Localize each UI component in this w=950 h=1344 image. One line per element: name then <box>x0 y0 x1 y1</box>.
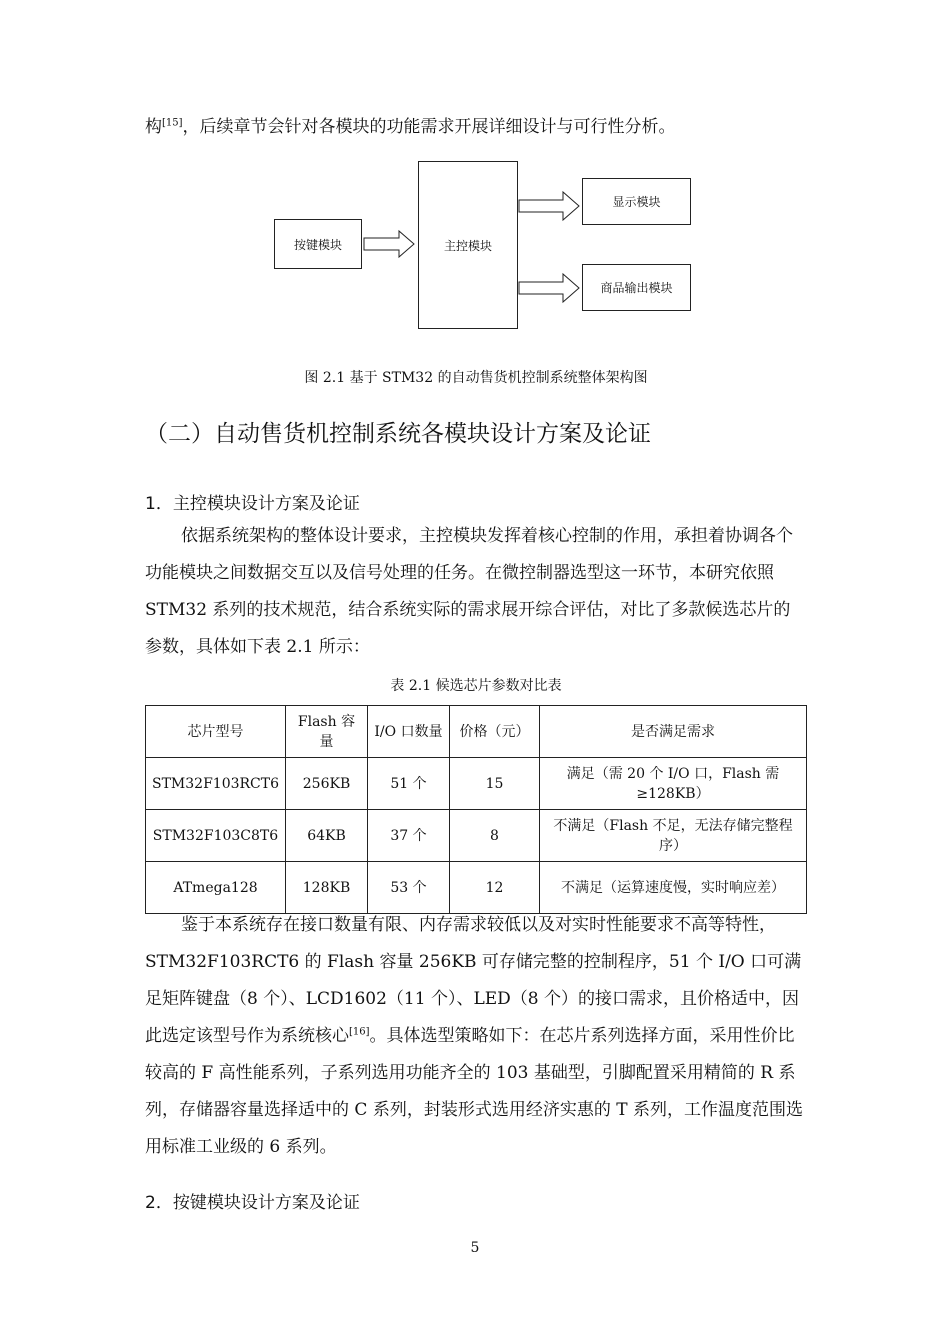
header-price: 价格（元） <box>450 706 540 758</box>
subsection-1-title: 1．主控模块设计方案及论证 <box>145 494 360 514</box>
header-io: I/O 口数量 <box>368 706 450 758</box>
cell-io: 53 个 <box>368 862 450 914</box>
header-chip-model: 芯片型号 <box>146 706 286 758</box>
table-caption: 表 2.1 候选芯片参数对比表 <box>390 678 562 694</box>
figure-caption: 图 2.1 基于 STM32 的自动售货机控制系统整体架构图 <box>304 370 648 386</box>
page-number: 5 <box>470 1240 480 1256</box>
arrow-keypad-to-main <box>364 231 414 257</box>
paragraph-main-module: 依据系统架构的整体设计要求，主控模块发挥着核心控制的作用，承担着协调各个功能模块之间数据交互以及信号处理的任务。在微控制器选型这一环节，本研究依照 STM32 系列的技术规范，结合系统实际的需求展开综合评估，对比了多款候选芯片的参数，具体如下表 2.1 所示： <box>145 526 793 657</box>
selection-text-b: 。具体选型策略如下：在芯片系列选择方面，采用性价比较高的 F 高性能系列，子系列选用功能齐全的 103 基础型，引脚配置采用精简的 R 系列，存储器容量选择适中的 C 系列，封装形式选用经济实惠的 T 系列，工作温度范围选用标准工业级的 6 系列。 <box>145 1026 803 1157</box>
paragraph-selection <box>145 907 807 1166</box>
cell-flash: 256KB <box>286 758 368 810</box>
arrow-main-to-display <box>519 192 579 220</box>
cell-meets: 不满足（Flash 不足，无法存储完整程序） <box>540 810 807 862</box>
table-row <box>146 758 807 810</box>
keypad-module-label: 按键模块 <box>293 237 342 252</box>
cell-meets: 满足（需 20 个 I/O 口，Flash 需≥128KB） <box>540 758 807 810</box>
cell-meets: 不满足（运算速度慢，实时响应差） <box>540 862 807 914</box>
citation-15: [15] <box>162 117 183 129</box>
main-module-label: 主控模块 <box>443 238 492 253</box>
intro-prefix: 构 <box>145 117 162 137</box>
intro-suffix: ，后续章节会针对各模块的功能需求开展详细设计与可行性分析。 <box>182 117 676 137</box>
cell-price: 15 <box>450 758 540 810</box>
cell-io: 51 个 <box>368 758 450 810</box>
cell-chip-model: STM32F103RCT6 <box>146 758 286 810</box>
chip-comparison-table <box>145 705 807 914</box>
cell-flash: 64KB <box>286 810 368 862</box>
table-row <box>146 810 807 862</box>
output-module-label: 商品输出模块 <box>600 281 673 295</box>
display-module-label: 显示模块 <box>612 195 661 209</box>
cell-price: 12 <box>450 862 540 914</box>
citation-16: [16] <box>349 1026 370 1038</box>
arrow-main-to-output <box>519 274 579 302</box>
diagram-arrows <box>0 0 950 400</box>
header-flash: Flash 容量 <box>286 706 368 758</box>
section-title: （二）自动售货机控制系统各模块设计方案及论证 <box>145 421 651 447</box>
selection-text-a: 鉴于本系统存在接口数量有限、内存需求较低以及对实时性能要求不高等特性，STM32F103RCT6 的 Flash 容量 256KB 可存储完整的控制程序，51 个 I/O 口可满足矩阵键盘（8 个）、LCD1602（11 个）、LED（8 个）的接口需求，且价格适中，因此选定该型号作为系统核心 <box>145 915 802 1046</box>
header-meets: 是否满足需求 <box>540 706 807 758</box>
cell-chip-model: ATmega128 <box>146 862 286 914</box>
cell-price: 8 <box>450 810 540 862</box>
cell-io: 37 个 <box>368 810 450 862</box>
table-header-row <box>146 706 807 758</box>
subsection-2-title: 2．按键模块设计方案及论证 <box>145 1193 360 1213</box>
table-row <box>146 862 807 914</box>
cell-chip-model: STM32F103C8T6 <box>146 810 286 862</box>
cell-flash: 128KB <box>286 862 368 914</box>
